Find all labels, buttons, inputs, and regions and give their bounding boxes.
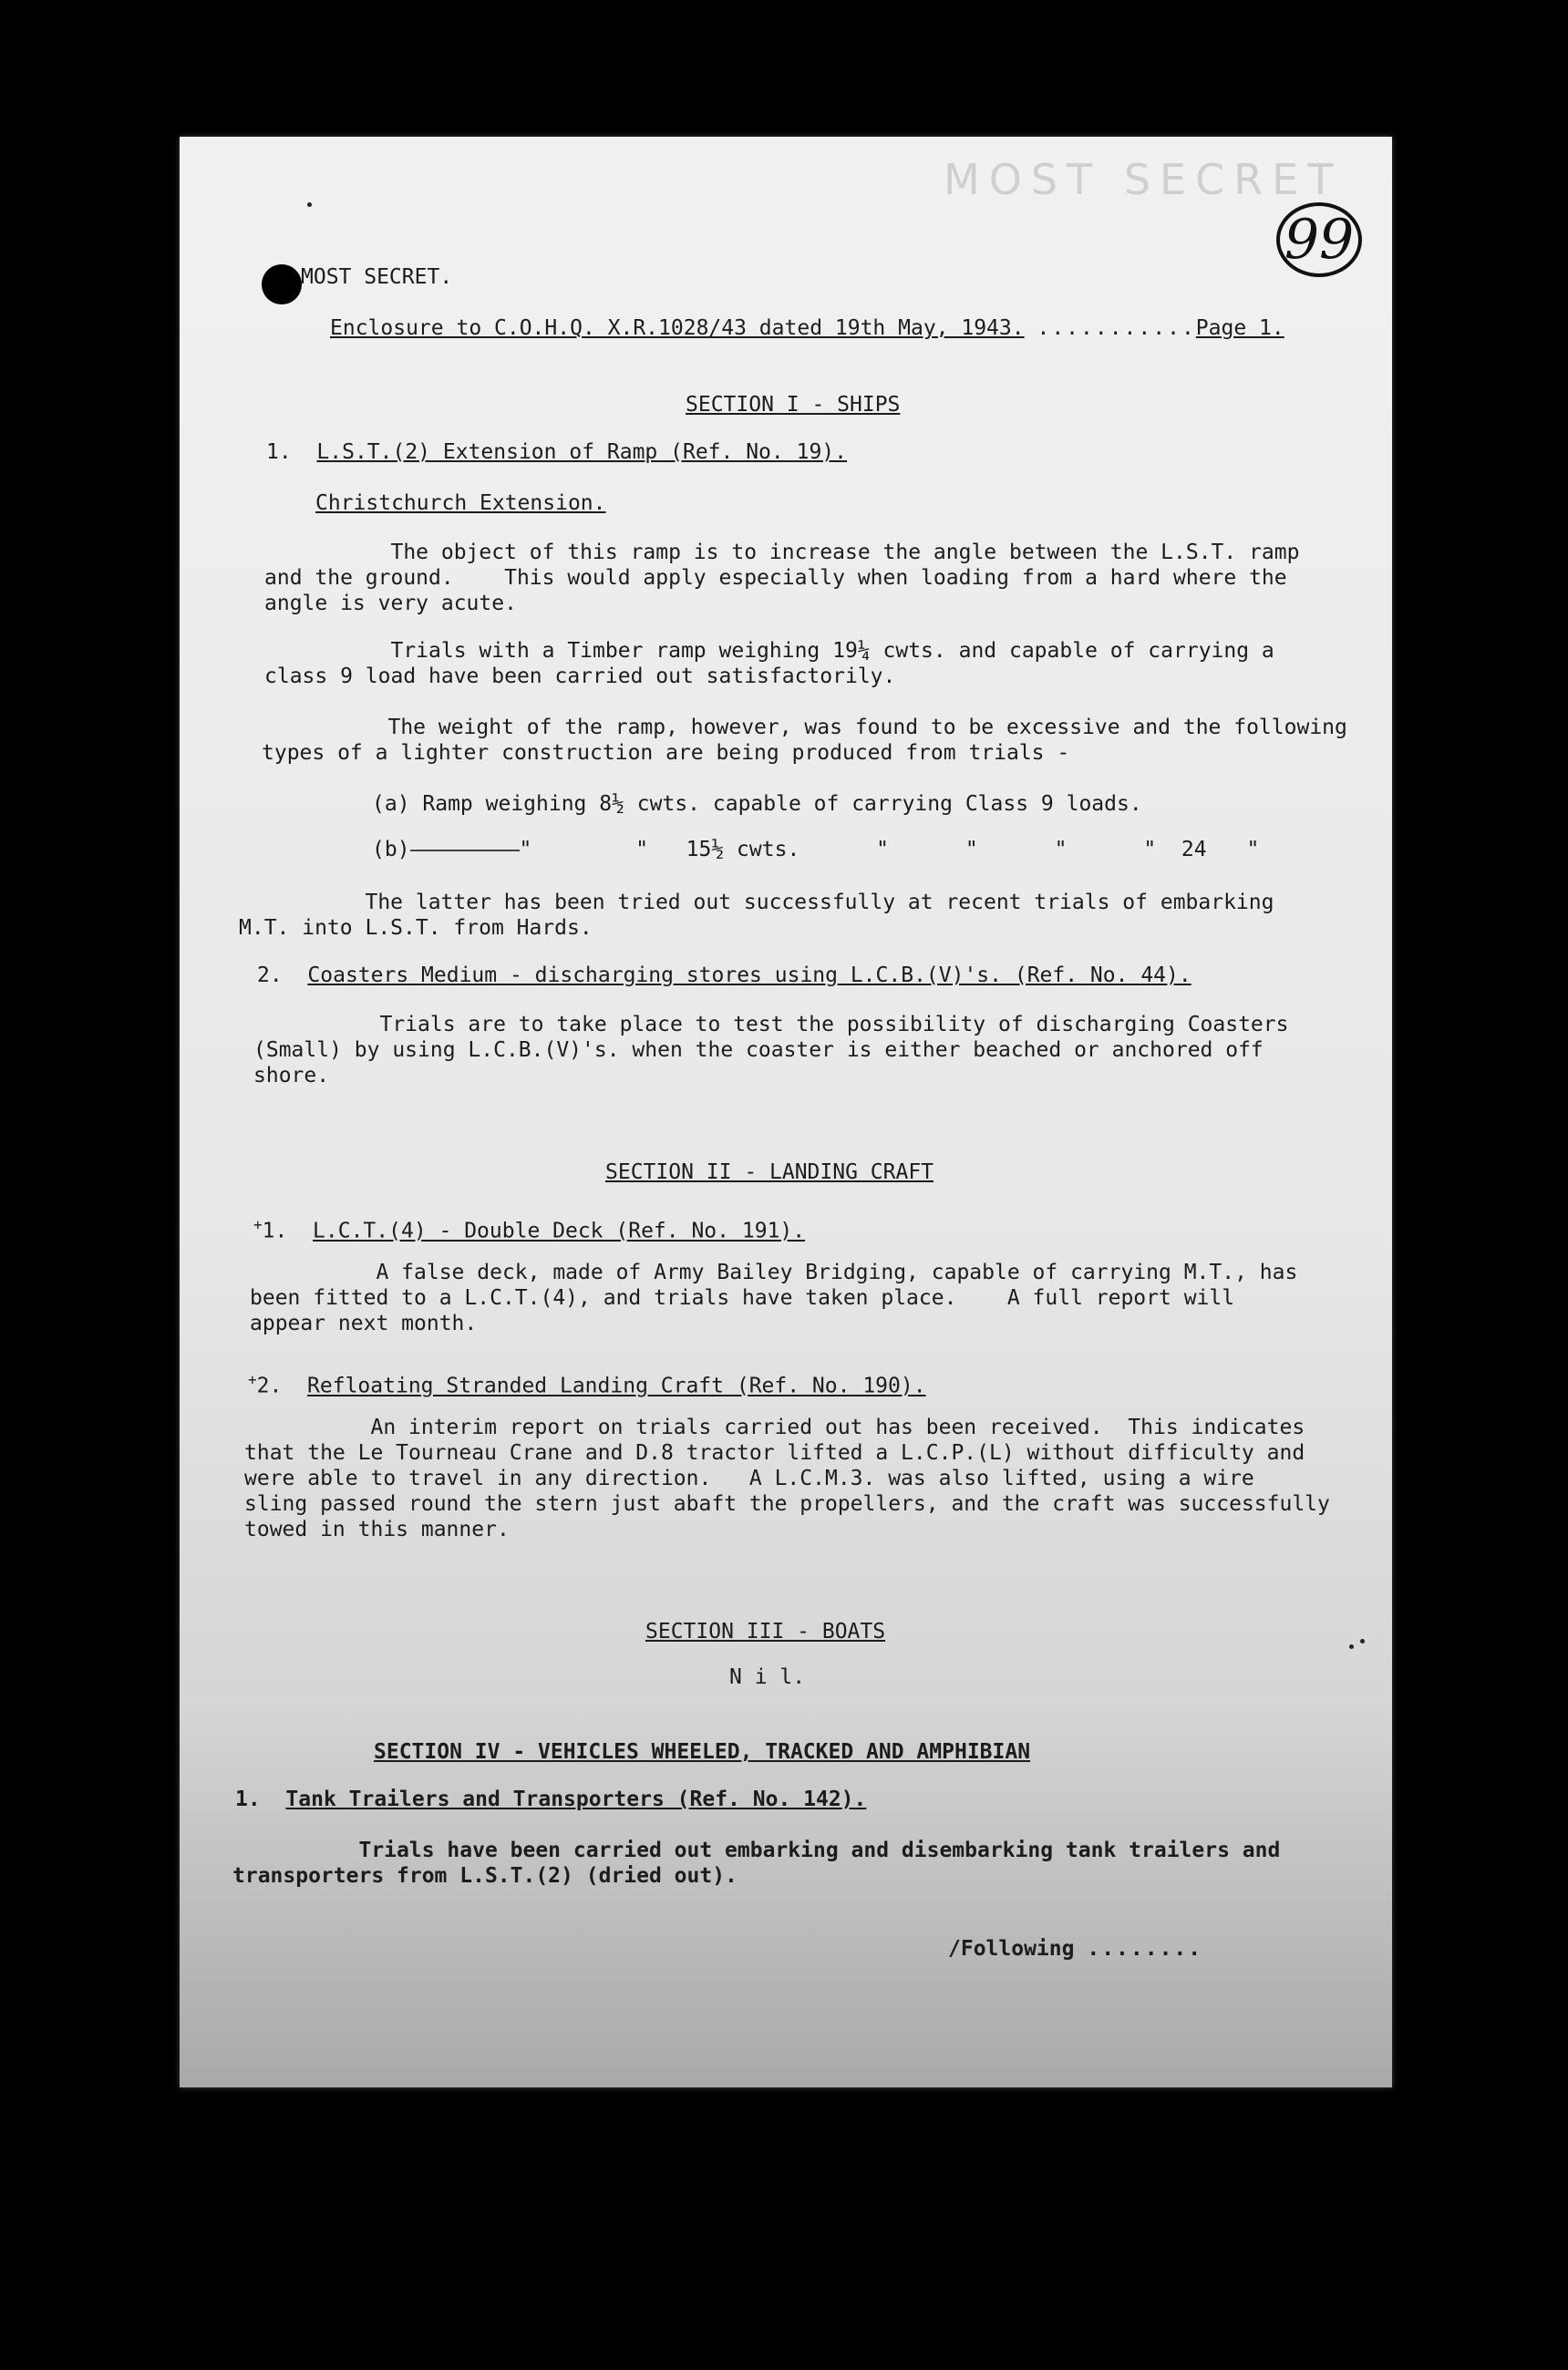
- paragraph: Trials with a Timber ramp weighing 19¼ cwts. and capable of carrying a class 9 load have been carried out satisfactorily.: [264, 639, 1274, 688]
- following-dots: ........: [1087, 1937, 1203, 1961]
- section-4-item-1-heading: [235, 1787, 866, 1812]
- following-label: /Following: [948, 1937, 1075, 1961]
- enclosure-reference: [330, 315, 1284, 341]
- classification-heading: MOST SECRET.: [301, 265, 453, 289]
- paragraph: The latter has been tried out successfully at recent trials of embarking M.T. into L.S.T. from Hards.: [239, 891, 1274, 940]
- ditto: ": [635, 838, 649, 861]
- option-b-label: (b): [372, 838, 410, 861]
- section-3-title: SECTION III - BOATS: [645, 1620, 886, 1644]
- item-subtitle: Christchurch Extension.: [315, 491, 606, 515]
- section-1-item-1-heading: [266, 439, 847, 465]
- punch-hole: [262, 264, 302, 304]
- ink-speck: [1360, 1639, 1365, 1644]
- option-b-class: 24: [1181, 838, 1207, 861]
- item-title: L.C.T.(4) - Double Deck (Ref. No. 191).: [313, 1219, 806, 1243]
- paragraph: The object of this ramp is to increase the angle between the L.S.T. ramp and the ground. This would apply especially when loading from a hard where the angle is very acute.: [264, 541, 1300, 615]
- item-number: 1.: [235, 1788, 261, 1811]
- item-title: Tank Trailers and Transporters (Ref. No. 142).: [285, 1788, 867, 1811]
- reference-text: Enclosure to C.O.H.Q. X.R.1028/43 dated 19th May, 1943.: [330, 316, 1025, 340]
- section-1-title: SECTION I - SHIPS: [686, 393, 901, 417]
- section-1-item-2-heading: [257, 963, 1191, 988]
- item-number: 1.: [266, 440, 292, 464]
- paragraph: A false deck, made of Army Bailey Bridging, capable of carrying M.T., has been fitted to a L.C.T.(4), and trials have taken place. A full report will appear next month.: [250, 1261, 1298, 1335]
- page-number: Page 1.: [1195, 316, 1284, 340]
- paragraph: The weight of the ramp, however, was found to be excessive and the following types of a lighter construction are being produced from trials -: [262, 716, 1347, 765]
- continuation-note: [948, 1936, 1202, 1962]
- section-2-title: SECTION II - LANDING CRAFT: [605, 1160, 934, 1184]
- section-3-body: N i l.: [729, 1665, 806, 1689]
- section-2-item-2-heading: +2. Refloating Stranded Landing Craft (Ref. No. 190).: [248, 1371, 926, 1398]
- paragraph: Trials have been carried out embarking and disembarking tank trailers and transporters from L.S.T.(2) (dried out).: [232, 1839, 1281, 1888]
- item-number: 2.: [257, 963, 283, 987]
- paragraph: Trials are to take place to test the possibility of discharging Coasters (Small) by using L.C.B.(V)'s. when the coaster is either beached or anchored off shore.: [253, 1013, 1289, 1087]
- item-title: Refloating Stranded Landing Craft (Ref. No. 190).: [307, 1374, 926, 1398]
- section-2-item-1-heading: +1. L.C.T.(4) - Double Deck (Ref. No. 191).: [253, 1216, 806, 1243]
- option-a: (a) Ramp weighing 8½ cwts. capable of carrying Class 9 loads.: [372, 792, 1142, 816]
- item-title: Coasters Medium - discharging stores using L.C.B.(V)'s. (Ref. No. 44).: [307, 963, 1191, 987]
- reference-dots: ...........: [1037, 316, 1196, 340]
- ditto: ": [965, 838, 978, 861]
- ditto: ": [1246, 838, 1260, 861]
- option-b: [372, 837, 1259, 862]
- ditto: ": [1143, 838, 1157, 861]
- secret-stamp: MOST SECRET: [944, 155, 1343, 204]
- section-4-title: SECTION IV - VEHICLES WHEELED, TRACKED AND AMPHIBIAN: [374, 1740, 1031, 1764]
- ditto: ": [1054, 838, 1068, 861]
- ink-speck: [307, 202, 312, 207]
- ink-speck: [1349, 1644, 1354, 1649]
- option-b-weight: 15½ cwts.: [686, 838, 800, 861]
- item-title: L.S.T.(2) Extension of Ramp (Ref. No. 19).: [316, 440, 847, 464]
- ditto: ": [519, 838, 532, 861]
- item-number: 2.: [256, 1374, 283, 1398]
- item-number: 1.: [262, 1219, 288, 1243]
- folio-number: 99: [1276, 202, 1362, 277]
- ditto: ": [876, 838, 890, 861]
- paragraph: An interim report on trials carried out has been received. This indicates that the Le Tourneau Crane and D.8 tractor lifted a L.C.P.(L) without difficulty and were able to travel in any direction. A L.C.M.3. was also lifted, using a wire sling passed round the stern just abaft the propellers, and the craft was successfully towed in this manner.: [244, 1416, 1330, 1541]
